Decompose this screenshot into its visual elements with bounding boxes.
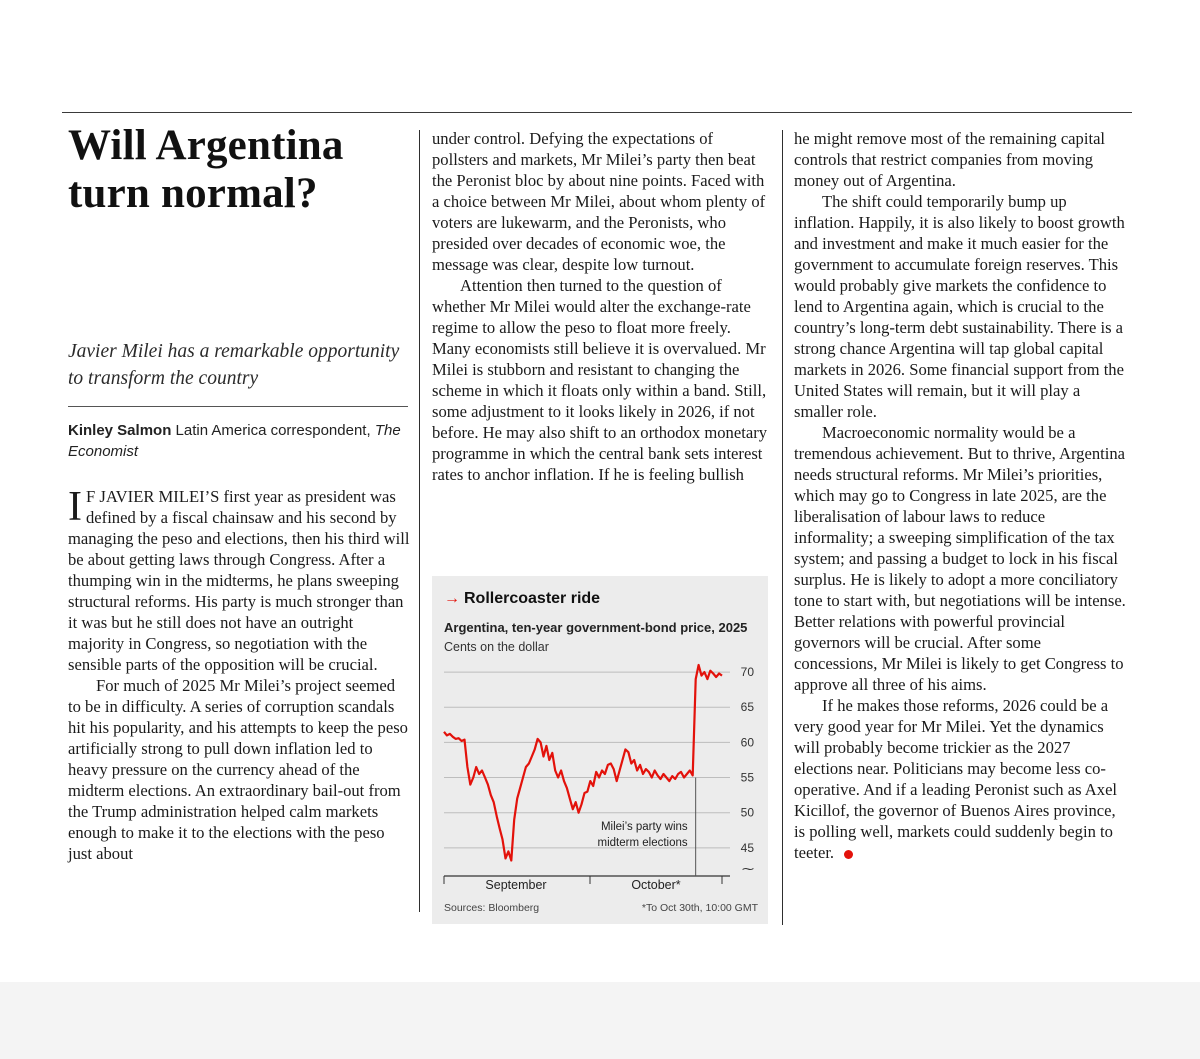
y-tick-label: 65	[740, 700, 754, 715]
column-1	[68, 122, 410, 863]
paragraph: Attention then turned to the question of whether Mr Milei would alter the exchange-rate regime to allow the peso to float more freely. Many economists still believe it is overvalued. Mr Milei is stubborn and resistant to changing the scheme in which it floats only within a band. Still, some adjustment to it looks likely in 2026, if not before. He may also shift to an orthodox monetary programme in which the central bank sets interest rates to anchor inflation. If he is feeling bullish	[432, 276, 768, 484]
column-3	[794, 128, 1128, 863]
paragraph: For much of 2025 Mr Milei’s project seemed to be in difficulty. A series of corruption scandals hit his popularity, and his attempts to keep the peso artificially strong to pull down inflation led to heavy pressure on the currency ahead of the midterm elections. An extraordinary bail-out from the Trump administration helped calm markets enough to make it to the elections with the peso just about	[68, 676, 408, 863]
paragraph: The shift could temporarily bump up inflation. Happily, it is also likely to boost growth and investment and make it much easier for the government to accumulate foreign reserves. This would probably give markets the confidence to lend to Argentina again, which is crucial to the country’s long-term debt sustainability. There is a strong chance Argentina will tap global capital markets in 2026. Some financial support from the United States will remain, but it will play a smaller role.	[794, 192, 1125, 421]
headline: Will Argentina turn normal?	[68, 122, 344, 217]
column-2	[432, 128, 768, 485]
column-divider	[419, 130, 420, 912]
chart-source: Sources: Bloomberg	[444, 902, 540, 914]
drop-cap: I	[68, 484, 82, 530]
author-role: Latin America correspondent,	[175, 422, 371, 439]
standfirst: Javier Milei has a remarkable opportunity to transform the country	[68, 341, 400, 389]
column-divider	[782, 130, 783, 925]
byline	[68, 420, 408, 462]
top-rule	[62, 112, 1132, 113]
arrow-icon: →	[444, 590, 460, 607]
y-tick-label: 50	[740, 805, 754, 820]
chart-title: → Rollercoaster ride	[444, 590, 601, 607]
paragraph: under control. Defying the expectations of pollsters and markets, Mr Milei’s party then beat the Peronist bloc by about nine points. Faced with a choice between Mr Milei, about whom plenty of voters are lukewarm, and the Peronists, who presided over decades of economic woe, the message was clear, despite low turnout.	[432, 129, 766, 274]
column-1-body	[68, 486, 410, 864]
chart-annotation: midterm elections	[597, 837, 688, 849]
chart-annotation: Milei’s party wins	[600, 821, 688, 833]
chart-y-label: Cents on the dollar	[444, 640, 549, 654]
y-tick-label: 60	[740, 735, 754, 750]
chart-subtitle: Argentina, ten-year government-bond price, 2025	[444, 620, 748, 635]
paragraph: he might remove most of the remaining capital controls that restrict companies from moving money out of Argentina.	[794, 129, 1106, 190]
end-mark-icon	[844, 850, 853, 859]
publication-name: The Economist	[68, 422, 401, 460]
axis-break-icon: ⁓	[742, 861, 754, 876]
y-tick-label: 45	[740, 840, 754, 855]
paragraph: If he makes those reforms, 2026 could be a very good year for Mr Milei. Yet the dynamics will probably become trickier as the 2027 elections near. Politicians may become less co-operative. And if a leading Peronist such as Axel Kicillof, the governor of Buenos Aires province, is polling well, markets could suddenly begin to teeter.	[794, 696, 1118, 862]
chart-plot	[432, 576, 768, 924]
byline-rule	[68, 406, 408, 407]
chart-footnote: *To Oct 30th, 10:00 GMT	[641, 902, 758, 914]
paragraph: Macroeconomic normality would be a tremendous achievement. But to thrive, Argentina needs structural reforms. Mr Milei’s priorities, which may go to Congress in late 2025, are the liberalisation of labour laws to reduce informality; a sweeping simplification of the tax system; and passing a budget to lock in his fiscal surplus. He is likely to adopt a more conciliatory tone to start with, but negotiations will be intense. Better relations with powerful provincial governors will be crucial. After some concessions, Mr Milei is likely to get Congress to approve all three of his aims.	[794, 423, 1126, 694]
x-tick-label: October*	[631, 878, 681, 892]
author-name: Kinley Salmon	[68, 422, 172, 439]
x-tick-label: September	[485, 878, 547, 892]
y-tick-label: 55	[740, 770, 754, 785]
y-tick-label: 70	[740, 665, 754, 680]
bond-price-chart	[432, 576, 768, 924]
paragraph: I F JAVIER MILEI’S first year as president was defined by a fiscal chainsaw and his second by managing the peso and elections, then his third will be about getting laws through Congress. After a thumping win in the midterms, he plans sweeping structural reforms. His party is much stronger than it was but he still does not have an outright majority in Congress, so negotiation with the sensible parts of the opposition will be crucial.	[68, 484, 410, 674]
